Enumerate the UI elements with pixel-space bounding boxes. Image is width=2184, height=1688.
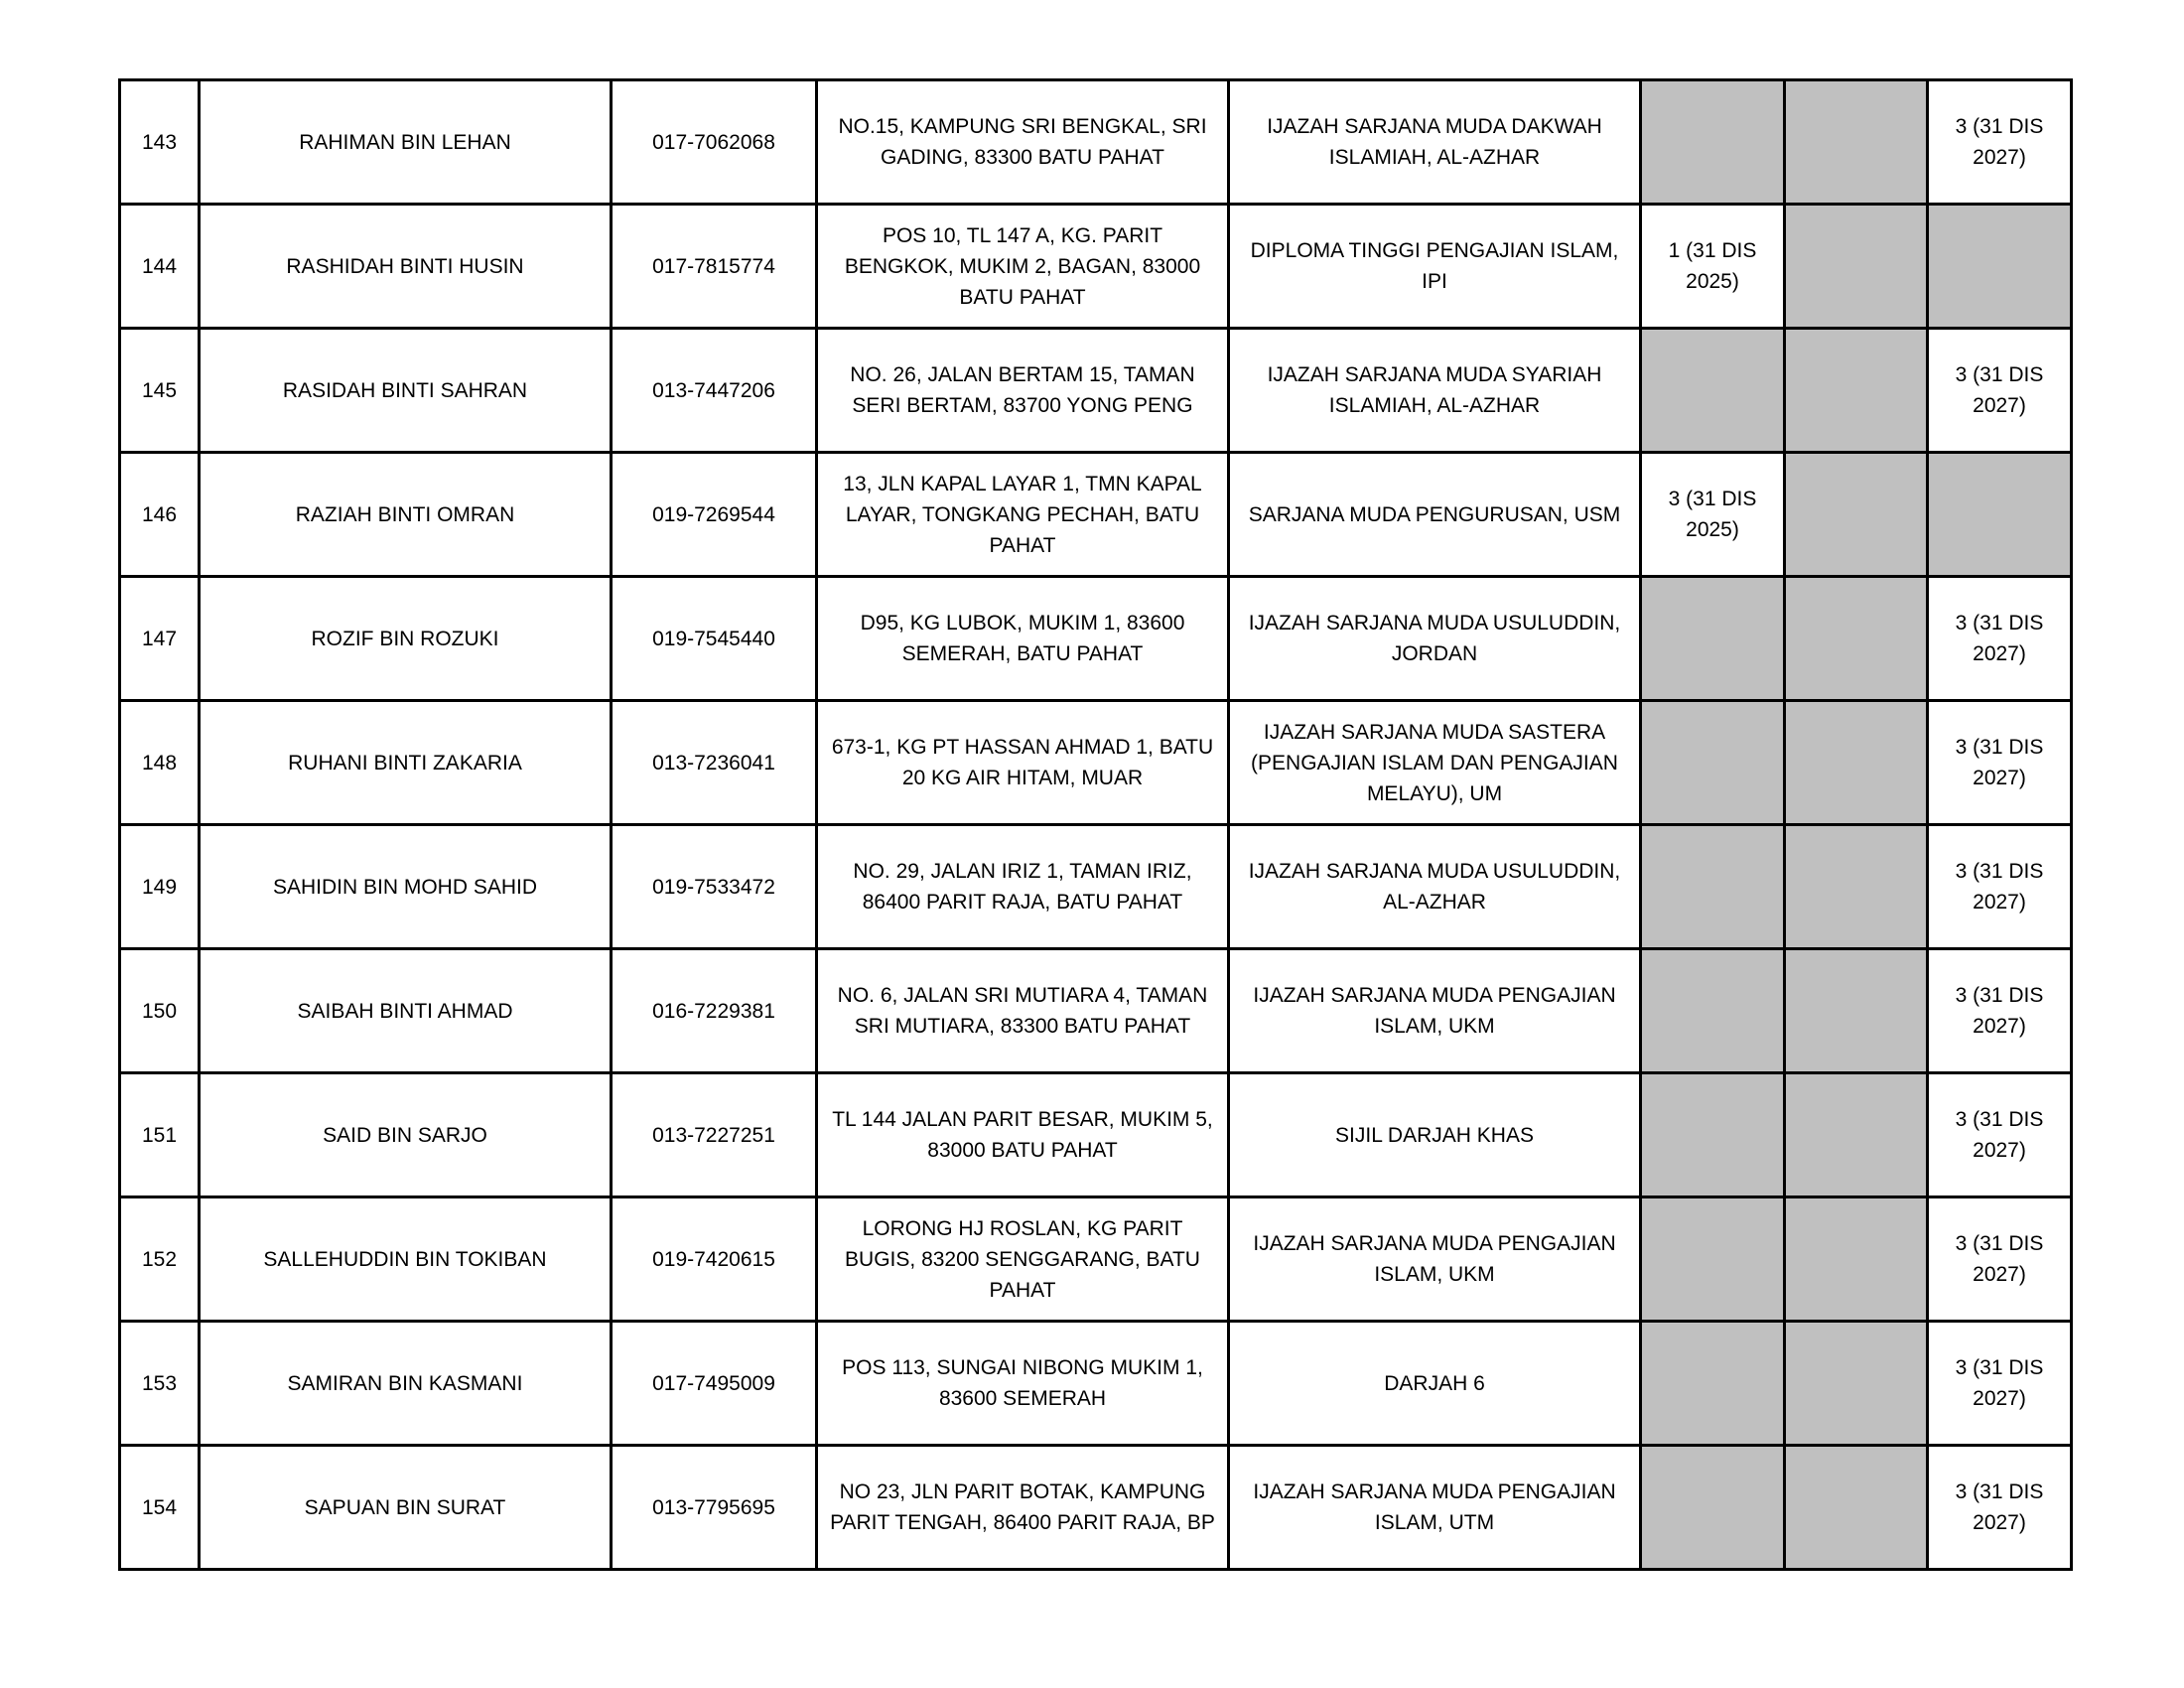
cell-name: SAHIDIN BIN MOHD SAHID — [200, 825, 612, 949]
cell-term-3 — [1928, 453, 2072, 577]
cell-number: 146 — [120, 453, 200, 577]
records-body — [120, 80, 2072, 1570]
table-row — [120, 80, 2072, 205]
cell-phone: 017-7495009 — [612, 1322, 817, 1446]
cell-name: SALLEHUDDIN BIN TOKIBAN — [200, 1197, 612, 1322]
cell-number: 154 — [120, 1446, 200, 1570]
cell-phone: 016-7229381 — [612, 949, 817, 1073]
cell-number: 147 — [120, 577, 200, 701]
cell-name: RAZIAH BINTI OMRAN — [200, 453, 612, 577]
cell-qualification: SIJIL DARJAH KHAS — [1229, 1073, 1641, 1197]
cell-address: NO. 6, JALAN SRI MUTIARA 4, TAMAN SRI MUTIARA, 83300 BATU PAHAT — [817, 949, 1229, 1073]
cell-term-2 — [1785, 1197, 1928, 1322]
table-row — [120, 329, 2072, 453]
cell-term-2 — [1785, 825, 1928, 949]
cell-address: LORONG HJ ROSLAN, KG PARIT BUGIS, 83200 SENGGARANG, BATU PAHAT — [817, 1197, 1229, 1322]
cell-address: NO 23, JLN PARIT BOTAK, KAMPUNG PARIT TENGAH, 86400 PARIT RAJA, BP — [817, 1446, 1229, 1570]
cell-number: 150 — [120, 949, 200, 1073]
cell-term-2 — [1785, 949, 1928, 1073]
cell-term-1 — [1641, 80, 1785, 205]
cell-qualification: DIPLOMA TINGGI PENGAJIAN ISLAM, IPI — [1229, 205, 1641, 329]
cell-term-2 — [1785, 1446, 1928, 1570]
cell-number: 148 — [120, 701, 200, 825]
table-row — [120, 701, 2072, 825]
cell-name: ROZIF BIN ROZUKI — [200, 577, 612, 701]
cell-number: 153 — [120, 1322, 200, 1446]
cell-address: TL 144 JALAN PARIT BESAR, MUKIM 5, 83000 BATU PAHAT — [817, 1073, 1229, 1197]
cell-term-1 — [1641, 329, 1785, 453]
cell-phone: 013-7227251 — [612, 1073, 817, 1197]
cell-term-2 — [1785, 329, 1928, 453]
cell-term-2 — [1785, 1073, 1928, 1197]
cell-term-3: 3 (31 DIS 2027) — [1928, 949, 2072, 1073]
cell-phone: 017-7815774 — [612, 205, 817, 329]
cell-name: SAID BIN SARJO — [200, 1073, 612, 1197]
table-row — [120, 1322, 2072, 1446]
cell-qualification: DARJAH 6 — [1229, 1322, 1641, 1446]
table-row — [120, 453, 2072, 577]
cell-term-2 — [1785, 1322, 1928, 1446]
cell-qualification: IJAZAH SARJANA MUDA PENGAJIAN ISLAM, UTM — [1229, 1446, 1641, 1570]
cell-phone: 017-7062068 — [612, 80, 817, 205]
records-table — [118, 78, 2073, 1571]
cell-name: RASIDAH BINTI SAHRAN — [200, 329, 612, 453]
cell-address: NO.15, KAMPUNG SRI BENGKAL, SRI GADING, 83300 BATU PAHAT — [817, 80, 1229, 205]
cell-term-3: 3 (31 DIS 2027) — [1928, 577, 2072, 701]
cell-term-1 — [1641, 1073, 1785, 1197]
cell-qualification: SARJANA MUDA PENGURUSAN, USM — [1229, 453, 1641, 577]
cell-address: D95, KG LUBOK, MUKIM 1, 83600 SEMERAH, BATU PAHAT — [817, 577, 1229, 701]
cell-term-2 — [1785, 577, 1928, 701]
cell-term-3: 3 (31 DIS 2027) — [1928, 1073, 2072, 1197]
table-row — [120, 205, 2072, 329]
cell-term-3: 3 (31 DIS 2027) — [1928, 80, 2072, 205]
cell-number: 151 — [120, 1073, 200, 1197]
cell-term-2 — [1785, 205, 1928, 329]
cell-address: POS 10, TL 147 A, KG. PARIT BENGKOK, MUKIM 2, BAGAN, 83000 BATU PAHAT — [817, 205, 1229, 329]
cell-name: SAPUAN BIN SURAT — [200, 1446, 612, 1570]
table-row — [120, 825, 2072, 949]
cell-address: NO. 29, JALAN IRIZ 1, TAMAN IRIZ, 86400 PARIT RAJA, BATU PAHAT — [817, 825, 1229, 949]
cell-phone: 019-7545440 — [612, 577, 817, 701]
cell-phone: 013-7795695 — [612, 1446, 817, 1570]
cell-address: 673-1, KG PT HASSAN AHMAD 1, BATU 20 KG AIR HITAM, MUAR — [817, 701, 1229, 825]
cell-number: 143 — [120, 80, 200, 205]
cell-term-3: 3 (31 DIS 2027) — [1928, 1322, 2072, 1446]
cell-phone: 013-7447206 — [612, 329, 817, 453]
cell-phone: 019-7420615 — [612, 1197, 817, 1322]
cell-term-3 — [1928, 205, 2072, 329]
table-row — [120, 1446, 2072, 1570]
cell-phone: 013-7236041 — [612, 701, 817, 825]
cell-term-1 — [1641, 701, 1785, 825]
cell-number: 144 — [120, 205, 200, 329]
cell-term-3: 3 (31 DIS 2027) — [1928, 825, 2072, 949]
cell-qualification: IJAZAH SARJANA MUDA PENGAJIAN ISLAM, UKM — [1229, 949, 1641, 1073]
cell-phone: 019-7269544 — [612, 453, 817, 577]
cell-term-1 — [1641, 577, 1785, 701]
cell-qualification: IJAZAH SARJANA MUDA SYARIAH ISLAMIAH, AL-AZHAR — [1229, 329, 1641, 453]
cell-qualification: IJAZAH SARJANA MUDA DAKWAH ISLAMIAH, AL-AZHAR — [1229, 80, 1641, 205]
table-row — [120, 577, 2072, 701]
cell-term-1 — [1641, 949, 1785, 1073]
cell-phone: 019-7533472 — [612, 825, 817, 949]
cell-term-1: 1 (31 DIS 2025) — [1641, 205, 1785, 329]
cell-name: RAHIMAN BIN LEHAN — [200, 80, 612, 205]
cell-address: POS 113, SUNGAI NIBONG MUKIM 1, 83600 SEMERAH — [817, 1322, 1229, 1446]
cell-address: NO. 26, JALAN BERTAM 15, TAMAN SERI BERTAM, 83700 YONG PENG — [817, 329, 1229, 453]
cell-term-1 — [1641, 1322, 1785, 1446]
table-row — [120, 1197, 2072, 1322]
cell-qualification: IJAZAH SARJANA MUDA USULUDDIN, JORDAN — [1229, 577, 1641, 701]
cell-qualification: IJAZAH SARJANA MUDA USULUDDIN, AL-AZHAR — [1229, 825, 1641, 949]
table-row — [120, 949, 2072, 1073]
cell-term-3: 3 (31 DIS 2027) — [1928, 1197, 2072, 1322]
cell-qualification: IJAZAH SARJANA MUDA PENGAJIAN ISLAM, UKM — [1229, 1197, 1641, 1322]
cell-term-3: 3 (31 DIS 2027) — [1928, 329, 2072, 453]
cell-qualification: IJAZAH SARJANA MUDA SASTERA (PENGAJIAN ISLAM DAN PENGAJIAN MELAYU), UM — [1229, 701, 1641, 825]
cell-name: SAIBAH BINTI AHMAD — [200, 949, 612, 1073]
cell-address: 13, JLN KAPAL LAYAR 1, TMN KAPAL LAYAR, TONGKANG PECHAH, BATU PAHAT — [817, 453, 1229, 577]
cell-term-1: 3 (31 DIS 2025) — [1641, 453, 1785, 577]
cell-number: 152 — [120, 1197, 200, 1322]
cell-term-2 — [1785, 453, 1928, 577]
cell-term-2 — [1785, 701, 1928, 825]
cell-term-1 — [1641, 1197, 1785, 1322]
cell-term-1 — [1641, 825, 1785, 949]
cell-name: RASHIDAH BINTI HUSIN — [200, 205, 612, 329]
cell-number: 145 — [120, 329, 200, 453]
cell-term-2 — [1785, 80, 1928, 205]
cell-term-3: 3 (31 DIS 2027) — [1928, 701, 2072, 825]
cell-number: 149 — [120, 825, 200, 949]
table-row — [120, 1073, 2072, 1197]
cell-term-3: 3 (31 DIS 2027) — [1928, 1446, 2072, 1570]
cell-name: SAMIRAN BIN KASMANI — [200, 1322, 612, 1446]
cell-name: RUHANI BINTI ZAKARIA — [200, 701, 612, 825]
cell-term-1 — [1641, 1446, 1785, 1570]
